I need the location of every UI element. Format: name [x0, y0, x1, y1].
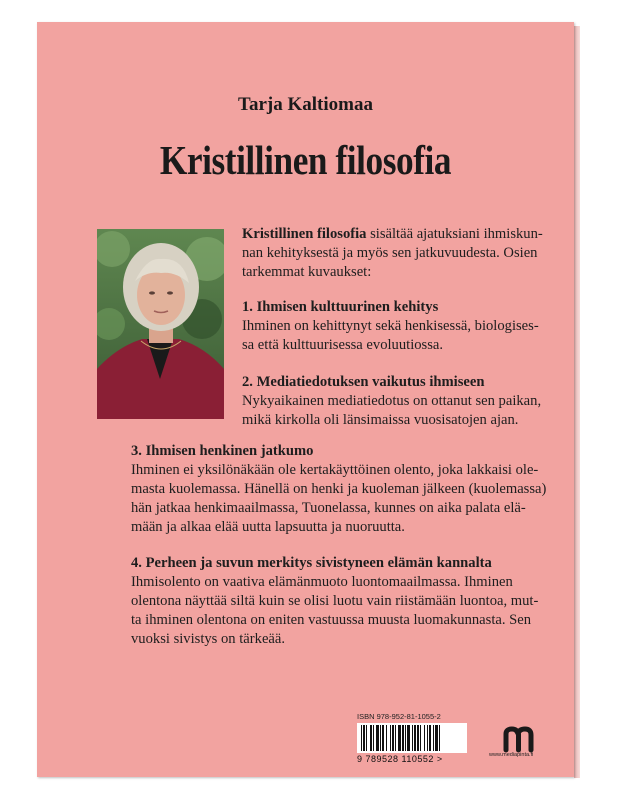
section-line: Nykyaikainen mediatiedotus on ottanut sen paikan,: [242, 393, 542, 409]
intro-title-bold: Kristillinen filosofia: [242, 226, 367, 242]
section-2: [242, 373, 562, 430]
publisher-m-icon: [500, 722, 540, 756]
author-portrait-illustration: [97, 229, 224, 419]
section-line: masta kuolemassa. Hänellä on henki ja kuoleman jälkeen (kuolemassa): [131, 481, 547, 497]
intro-line-2: nan kehityksestä ja myös sen jatkuvuudesta. Osien: [242, 245, 538, 261]
section-3: [131, 442, 563, 537]
section-line: sa että kulttuurisessa evoluutiossa.: [242, 337, 444, 353]
section-line: mään ja alkaa elää uutta lapsuutta ja nuoruutta.: [131, 519, 405, 535]
book-page-edges: [574, 26, 580, 778]
section-4: [131, 554, 563, 649]
book-back-cover: [37, 22, 574, 777]
barcode-digits: 9 789528 110552 >: [357, 754, 443, 764]
section-heading: 4. Perheen ja suvun merkitys sivistyneen elämän kannalta: [131, 555, 492, 571]
isbn-label: ISBN 978-952-81-1055-2: [357, 712, 441, 721]
section-line: mikä kirkolla oli länsimaissa vuosisatojen ajan.: [242, 412, 519, 428]
barcode-bars: [357, 723, 467, 753]
book-title: Kristillinen filosofia: [159, 137, 452, 183]
section-heading: 1. Ihmisen kulttuurinen kehitys: [242, 299, 439, 315]
section-line: olentona näyttää siltä kuin se olisi luotu vain riistämään luontoa, mut-: [131, 593, 539, 609]
intro-paragraph: [242, 225, 562, 282]
section-heading: 3. Ihmisen henkinen jatkumo: [131, 443, 314, 459]
section-line: Ihminen on kehittynyt sekä henkisessä, biologises-: [242, 318, 539, 334]
section-line: Ihminen ei yksilönäkään ole kertakäyttöinen olento, joka lakkaisi ole-: [131, 462, 539, 478]
intro-line-3: tarkemmat kuvaukset:: [242, 264, 372, 280]
section-line: hän jatkaa henkimaailmassa, Tuonelassa, kunnes on aika palata elä-: [131, 500, 526, 516]
section-heading: 2. Mediatiedotuksen vaikutus ihmiseen: [242, 374, 485, 390]
intro-line-1: sisältää ajatuksiani ihmiskun-: [366, 226, 543, 242]
section-line: vuoksi sivistys on tärkeää.: [131, 631, 286, 647]
section-line: Ihmisolento on vaativa elämänmuoto luontomaailmassa. Ihminen: [131, 574, 513, 590]
author-name: Tarja Kaltiomaa: [238, 94, 373, 115]
section-1: [242, 298, 562, 355]
section-line: ta ihminen olentona on eniten vastuussa muusta luomakunnasta. Sen: [131, 612, 532, 628]
author-photo: [97, 229, 224, 419]
isbn-barcode: [357, 712, 469, 766]
publisher-url: www.mediapinta.fi: [489, 752, 534, 758]
